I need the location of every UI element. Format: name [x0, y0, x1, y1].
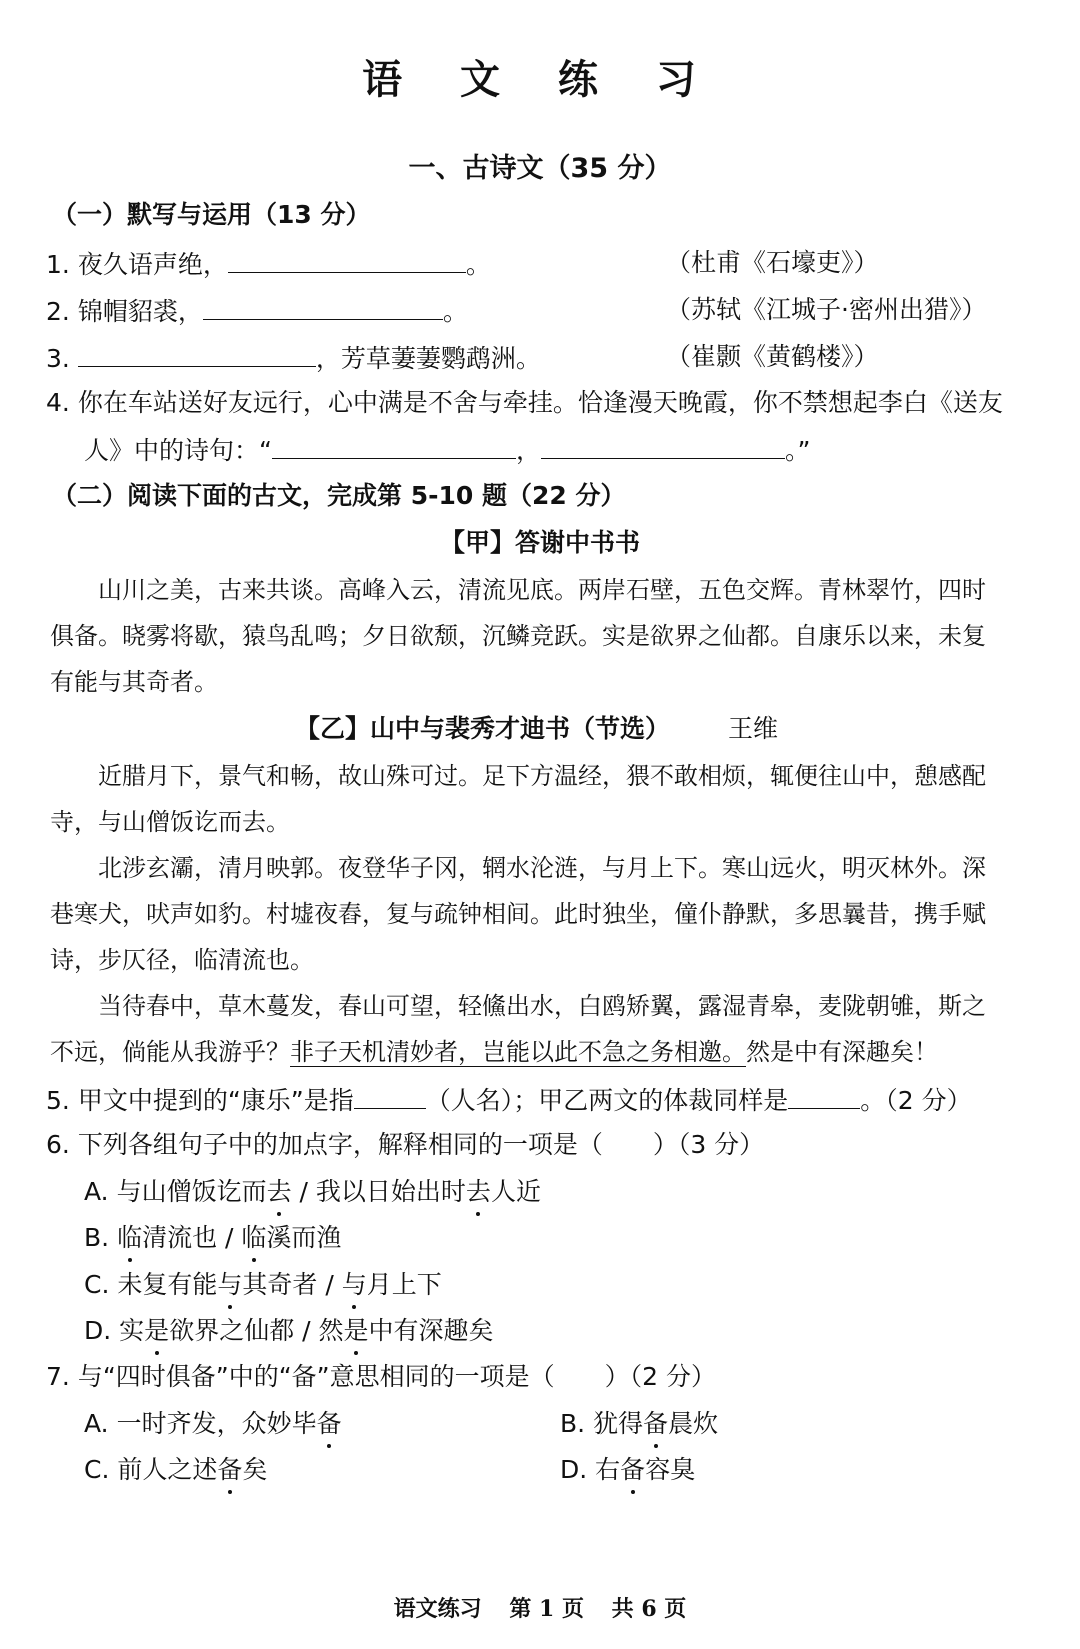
question-source: （崔颢《黄鹤楼》）: [666, 342, 879, 371]
dotted-char: 临: [117, 1221, 142, 1255]
passage-line: 不远，倘能从我游乎？非子天机清妙者，岂能以此不急之务相邀。然是中有深趣矣！: [50, 1038, 938, 1066]
answer-blank[interactable]: [228, 246, 466, 273]
question-number: 1.: [46, 250, 70, 279]
answer-blank[interactable]: [203, 293, 443, 320]
page-footer: [0, 1592, 1080, 1623]
question-number: 3.: [46, 344, 70, 373]
dotted-char: 与: [342, 1268, 367, 1302]
question-stem: 与“四时俱备”中的“备”意思相同的一项是（ ）（2 分）: [77, 1362, 716, 1391]
question-source: （苏轼《江城子·密州出猎》）: [666, 295, 987, 324]
dotted-char: 与: [217, 1268, 242, 1302]
passage-line: 有能与其奇者。: [50, 668, 218, 696]
dotted-char: 备: [317, 1407, 342, 1441]
question-number: 2.: [46, 297, 70, 326]
question-text: 锦帽貂裘，: [77, 297, 203, 326]
question-number: 6.: [46, 1130, 70, 1159]
passage-line: 巷寒犬，吠声如豹。村墟夜舂，复与疏钟相间。此时独坐，僮仆静默，多思曩昔，携手赋: [50, 900, 986, 928]
passage-yi-heading: [295, 712, 1080, 746]
dotted-char: 备: [620, 1453, 645, 1487]
answer-blank[interactable]: [78, 340, 316, 367]
question-3: [46, 340, 1080, 376]
passage-yi-title: 【乙】山中与裴秀才迪书（节选）: [295, 714, 671, 743]
question-number: 5.: [46, 1086, 70, 1115]
question-number: 7.: [46, 1362, 70, 1391]
answer-blank[interactable]: [354, 1082, 426, 1109]
question-text: 你在车站送好友远行，心中满是不舍与牵挂。恰逢漫天晚霞，你不禁想起李白《送友: [77, 388, 1003, 417]
option-d[interactable]: D. 右备容臭: [560, 1453, 1020, 1487]
dotted-char: 是: [344, 1314, 369, 1348]
question-source: （杜甫《石壕吏》）: [666, 248, 879, 277]
question-6: [46, 1128, 1080, 1162]
dotted-char: 是: [144, 1314, 169, 1348]
passage-line: 当待春中，草木蔓发，春山可望，轻鯈出水，白鸥矫翼，露湿青皋，麦陇朝雊，斯之: [98, 992, 986, 1020]
option-d[interactable]: D. 实是欲界之仙都 / 然是中有深趣矣: [84, 1314, 1080, 1348]
option-c[interactable]: C. 前人之述备矣: [84, 1453, 544, 1487]
dotted-char: 备: [643, 1407, 668, 1441]
option-b[interactable]: B. 犹得备晨炊: [560, 1407, 1020, 1441]
question-1: 1. 夜久语声绝， 。 （杜甫《石壕吏》）: [46, 248, 879, 279]
question-text: ，芳草萋萋鹦鹉洲。: [315, 344, 541, 373]
dotted-char: 去: [267, 1175, 292, 1209]
question-5: 5. 甲文中提到的“康乐”是指 （人名）；甲乙两文的体裁同样是 。（2 分）: [46, 1082, 1080, 1118]
passage-line: 俱备。晓雾将歇，猿鸟乱鸣；夕日欲颓，沉鳞竞跃。实是欲界之仙都。自康乐以来，未复: [50, 622, 986, 650]
passage-line: 寺，与山僧饭讫而去。: [50, 808, 290, 836]
footer-total: 共 6 页: [611, 1596, 687, 1622]
passage-line: 诗，步仄径，临清流也。: [50, 946, 314, 974]
part2-heading: （二）阅读下面的古文，完成第 5-10 题（22 分）: [52, 481, 626, 510]
option-a[interactable]: A. 与山僧饭讫而去 / 我以日始出时去人近: [84, 1175, 1080, 1209]
section-heading: 一、古诗文（35 分）: [408, 153, 672, 184]
question-7: [46, 1360, 1080, 1394]
part1-heading: （一）默写与运用（13 分）: [52, 200, 371, 229]
question-text: 夜久语声绝，: [77, 250, 228, 279]
dotted-char: 备: [217, 1453, 242, 1487]
page-title: 语 文 练 习: [362, 57, 718, 103]
option-b[interactable]: B. 临清流也 / 临溪而渔: [84, 1221, 1080, 1255]
footer-page: 第 1 页: [509, 1596, 584, 1622]
answer-blank[interactable]: [541, 432, 785, 459]
footer-title: 语文练习: [393, 1596, 482, 1622]
question-number: 4.: [46, 388, 70, 417]
question-2: 2. 锦帽貂裘， 。 （苏轼《江城子·密州出猎》）: [46, 295, 987, 326]
passage-line: 近腊月下，景气和畅，故山殊可过。足下方温经，猥不敢相烦，辄便往山中，憩感配: [98, 762, 986, 790]
question-4-line2: 人》中的诗句：“ ， 。”: [84, 432, 1080, 468]
dotted-char: 去: [466, 1175, 491, 1209]
underlined-sentence: 非子天机清妙者，岂能以此不急之务相邀。: [290, 1038, 746, 1066]
dotted-char: 临: [241, 1221, 266, 1255]
option-c[interactable]: C. 未复有能与其奇者 / 与月上下: [84, 1268, 1080, 1302]
answer-blank[interactable]: [272, 432, 516, 459]
answer-blank[interactable]: [788, 1082, 860, 1109]
passage-yi-author: 王维: [727, 714, 778, 743]
passage-jia-title: 【甲】答谢中书书: [439, 528, 640, 557]
question-stem: 下列各组句子中的加点字，解释相同的一项是（ ）（3 分）: [77, 1130, 765, 1159]
passage-line: 山川之美，古来共谈。高峰入云，清流见底。两岸石壁，五色交辉。青林翠竹，四时: [98, 576, 986, 604]
option-a[interactable]: A. 一时齐发，众妙毕备: [84, 1407, 544, 1441]
passage-line: 北涉玄灞，清月映郭。夜登华子冈，辋水沦涟，与月上下。寒山远火，明灭林外。深: [98, 854, 986, 882]
question-4: [46, 386, 1080, 420]
